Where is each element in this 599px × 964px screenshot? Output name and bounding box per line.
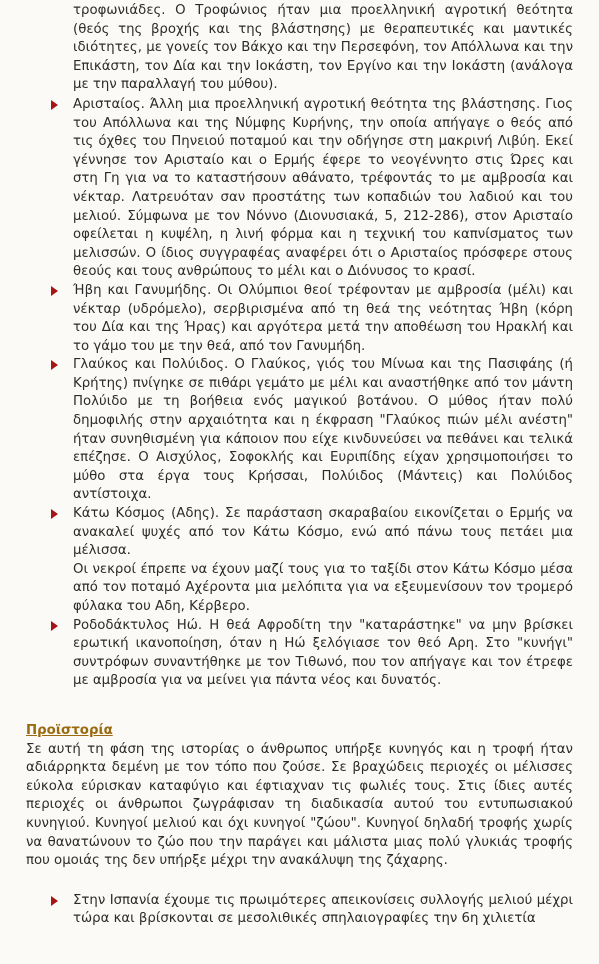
section-heading-prehistory: Προϊστορία xyxy=(26,722,113,738)
bullet-arrow-icon xyxy=(51,509,58,519)
list-item-glaukos xyxy=(26,356,573,505)
bullet-arrow-icon xyxy=(51,286,58,296)
list-item-underworld xyxy=(26,505,573,617)
list-item-hebe xyxy=(26,282,573,356)
list-item-text: Κάτω Κόσμος (Αδης). Σε παράσταση σκαραβαίου εικονίζεται ο Ερμής να ανακαλεί ψυχές από τον Κάτω Κόσμο, ενώ από πάνω τους πετάει μια μέλισσα. xyxy=(73,506,573,559)
section-paragraph: Σε αυτή τη φάση της ιστορίας ο άνθρωπος υπήρξε κυνηγός και η τροφή ήταν αδιάρρηκτα δεμένη με τον τόπο που ζούσε. Σε βραχώδεις περιοχές οι μέλισσες εύκολα εύρισκαν καταφύγιο και έφτιαχναν τις φωλιές τους. Στις ίδιες αυτές περιοχές οι άνθρωποι ζωγράφισαν τη διαδικασία αυτού του εντυπωσιακού κυνηγιού. Κυνηγοί μελιού και όχι κυνηγοί "ζώου". Κυνηγοί δηλαδή τροφής χωρίς να θανατώνουν το ζώο που την παράγει και μάλιστα μιας πολύ γλυκιάς τροφής που ομοιάς της δεν υπήρξε μέχρι την ανακάλυψη της ζάχαρης. xyxy=(26,741,573,869)
list-item-text: Αρισταίος. Άλλη μια προελληνική αγροτική θεότητα της βλάστησης. Γιος του Απόλλωνα και της Νύμφης Κυρήνης, την οποία απήγαγε ο θεός από τις όχθες του Πηνειού ποταμού και την οδήγησε στη μακρινή Λιβύη. Εκεί γέννησε τον Αρισταίο και ο Ερμής έφερε το νεογέννητο στις Ώρες και στη Γη για να το καταστήσουν αθάνατο, τρέφοντάς το με αμβροσία και νέκταρ. Λατρευόταν σαν προστάτης των κοπαδιών του λαδιού και του μελιού. Σύμφωνα με τον Νόννο (Διονυσιακά, 5, 212-286), στον Αρισταίο οφείλεται η κυψέλη, η λινή φόρμα και η τεχνική του καπνίσματος των μελισσών. Ο ίδιος συγγραφέας αναφέρει ότι ο Αρισταίος πρόσφερε στους θεούς και τους ανθρώπους το μέλι και ο Διόνυσος το κρασί. xyxy=(73,96,573,280)
bullet-arrow-icon xyxy=(51,896,58,906)
list-item-text: Γλαύκος και Πολύιδος. Ο Γλαύκος, γιός του Μίνωα και της Πασιφάης (ή Κρήτης) πνίγηκε σε πιθάρι γεμάτο με μέλι και αναστήθηκε από τον μάντη Πολύιδο με τη βοήθεια ενός μαγικού βοτάνου. Ο μύθος ήταν πολύ δημοφιλής στην αρχαιότητα και η έκφραση "Γλαύκος πιών μέλι ανέστη" ήταν συνηθισμένη για κάποιον που είχε κινδυνεύσει να πεθάνει και τελικά επέζησε. Ο Αισχύλος, Σοφοκλής και Ευριπίδης είχαν χρησιμοποιήσει το μύθο στα έργα τους Κρήσσαι, Πολύιδος (Μάντεις) και Πολύιδος αντίστοιχα. xyxy=(73,357,573,503)
intro-continuation: τροφωνιάδες. Ο Τροφώνιος ήταν μια προελληνική αγροτική θεότητα (θεός της βροχής και της βλάστησης) με θεραπευτικές και μαντικές ιδιότητες, με γονείς τον Βάκχο και την Περσεφόνη, τον Απόλλωνα και την Επικάστη, τον Δία και την Ιοκάστη, τον Εργίνο και την Ιοκάστη (ανάλογα με την παραλλαγή του μύθου). xyxy=(73,3,573,93)
bullet-arrow-icon xyxy=(51,621,58,631)
list-item-aristaios xyxy=(26,96,573,282)
bullet-arrow-icon xyxy=(51,360,58,370)
list-item-extra-text: Οι νεκροί έπρεπε να έχουν μαζί τους για το ταξίδι στον Κάτω Κόσμο μέσα από τον ποταμό Αχέροντα μια μελόπιτα για να εξευμενίσουν τον τρομερό φύλακα του Αδη, Κέρβερο. xyxy=(73,561,573,614)
list-item-text: Ήβη και Γανυμήδης. Οι Ολύμπιοι θεοί τρέφονταν με αμβροσία (μέλι) και νέκταρ (υδρόμελο), σερβιρισμένα από τη θεά της νεότητας Ήβη (κόρη του Δία και της Ήρας) και αργότερα μετά την αποθέωση του Ηρακλή και το γάμο του με την θεά, από τον Γανυμήδη. xyxy=(73,282,573,354)
list-item-text: Ροδοδάκτυλος Ηώ. Η θεά Αφροδίτη την "καταράστηκε" να μην βρίσκει ερωτική ικανοποίηση, όταν η Ηώ ξελόγιασε τον θεό Αρη. Στο "κυνήγι" συντρόφων συναντήθηκε με τον Τιθωνό, που τον απήγαγε και τον έτρεφε με αμβροσία για να μείνει για πάντα νέος και δυνατός. xyxy=(73,617,573,689)
list-item-text: Στην Ισπανία έχουμε τις πρωιμότερες απεικονίσεις συλλογής μελιού μέχρι τώρα και βρίσκονται σε μεσολιθικές σπηλαιογραφίες την 6η χιλιετία xyxy=(73,892,573,927)
bullet-arrow-icon xyxy=(51,100,58,110)
list-item-spain xyxy=(26,892,573,929)
list-item-eos xyxy=(26,617,573,691)
